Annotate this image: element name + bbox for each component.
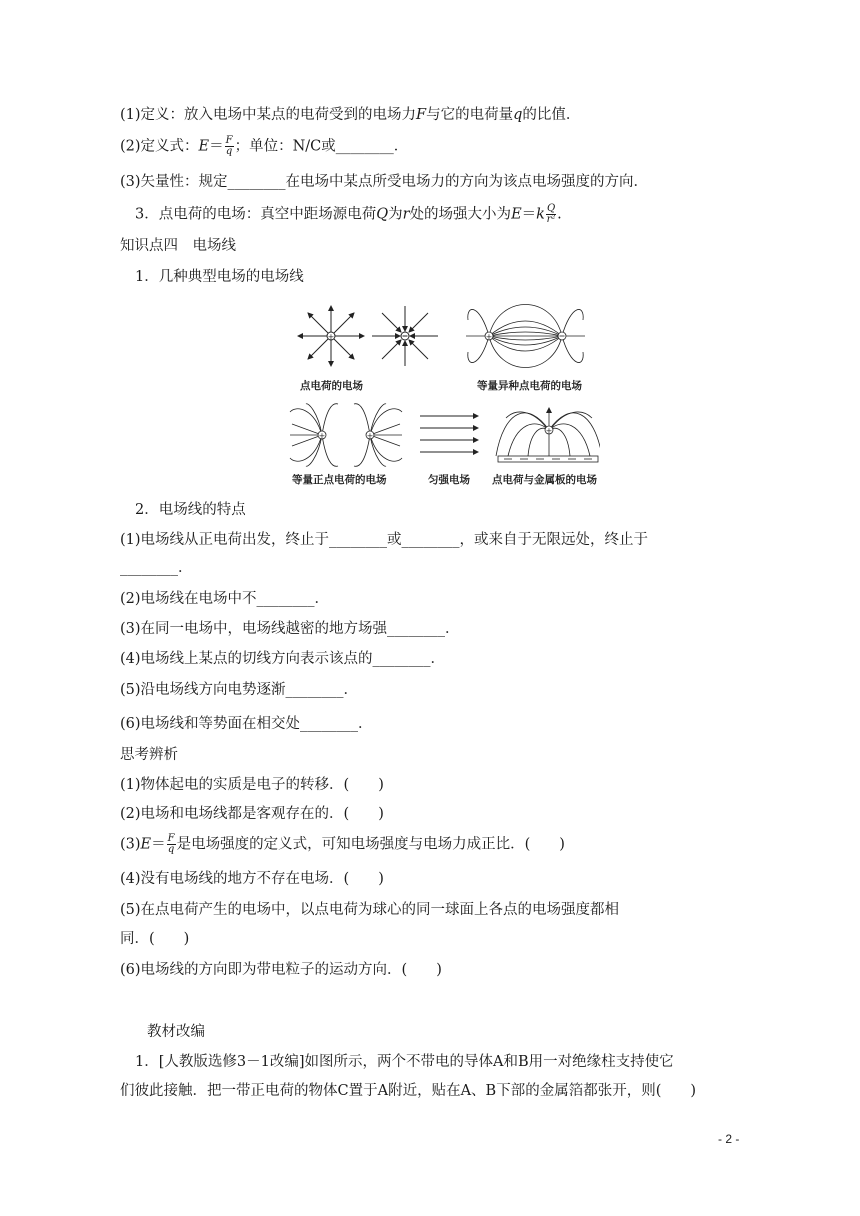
uniform-field xyxy=(420,416,478,452)
fraction-F-over-q-2: $\frac{F}{q}$ xyxy=(167,833,175,855)
think-1: (1)物体起电的实质是电子的转移．( ) xyxy=(120,777,384,793)
definition-formula-line: (2)定义式：E＝ $\frac{F}{q}$ ；单位：N/C或________． xyxy=(120,135,409,157)
fraction-Q-over-r2: $\frac{Q}{\text{r²}}$ xyxy=(546,203,556,225)
typical-fields-heading: 1．几种典型电场的电场线 xyxy=(135,269,304,285)
feature-1: (1)电场线从正电荷出发，终止于________或________，或来自于无限远处，终止于 xyxy=(120,532,649,548)
caption-uniform-field: 匀强电场 xyxy=(428,474,470,486)
think-3: (3)E＝ $\frac{F}{q}$ 是电场强度的定义式，可知电场强度与电场力成正比．( ) xyxy=(120,833,565,855)
question-1-cont: 们彼此接触．把一带正电荷的物体C置于A附近，贴在A、B下部的金属箔都张开，则( ) xyxy=(120,1083,697,1099)
plate-field xyxy=(496,408,600,462)
definition-line: (1)定义：放入电场中某点的电荷受到的电场力F与它的电荷量q的比值． xyxy=(120,107,581,123)
think-5-cont: 同．( ) xyxy=(120,931,190,947)
svg-text:+: + xyxy=(318,431,326,441)
features-heading: 2．电场线的特点 xyxy=(135,502,246,518)
think-6: (6)电场线的方向即为带电粒子的运动方向．( ) xyxy=(120,962,442,978)
feature-1-cont: ________． xyxy=(120,560,193,576)
negative-charge-field xyxy=(372,306,438,366)
caption-point-charge: 点电荷的电场 xyxy=(300,380,363,392)
point-charge-field-line: 3．点电荷的电场：真空中距场源电荷Q为r处的场强大小为E＝k $\frac{Q}{\text{r²}}$ . xyxy=(135,203,562,225)
unlike-charges-field xyxy=(466,305,585,368)
think-heading: 思考辨析 xyxy=(120,747,178,763)
caption-plate-field: 点电荷与金属板的电场 xyxy=(492,474,597,486)
question-1: 1．[人教版选修3－1改编]如图所示，两个不带电的导体A和B用一对绝缘柱支持使它 xyxy=(135,1054,674,1070)
page-number: - 2 - xyxy=(718,1132,740,1146)
positive-charge-field xyxy=(298,306,364,366)
feature-2: (2)电场线在电场中不________． xyxy=(120,591,330,607)
caption-unlike-charges: 等量异种点电荷的电场 xyxy=(477,380,582,392)
think-5: (5)在点电荷产生的电场中，以点电荷为球心的同一球面上各点的电场强度都相 xyxy=(120,902,620,918)
feature-5: (5)沿电场线方向电势逐渐________． xyxy=(120,682,359,698)
think-2: (2)电场和电场线都是客观存在的．( ) xyxy=(120,806,384,822)
textbook-heading: 教材改编 xyxy=(147,1024,205,1040)
think-4: (4)没有电场线的地方不存在电场．( ) xyxy=(120,871,384,887)
svg-text:+: + xyxy=(485,332,493,342)
feature-6: (6)电场线和等势面在相交处________． xyxy=(120,716,373,732)
feature-3: (3)在同一电场中，电场线越密的地方场强________． xyxy=(120,621,460,637)
svg-text:+: + xyxy=(366,431,374,441)
section-heading: 知识点四 电场线 xyxy=(120,238,236,254)
svg-text:+: + xyxy=(545,426,553,436)
like-charges-field xyxy=(290,404,402,467)
caption-like-charges: 等量正点电荷的电场 xyxy=(292,474,387,486)
feature-4: (4)电场线上某点的切线方向表示该点的________． xyxy=(120,651,446,667)
field-lines-figure xyxy=(284,300,600,490)
vector-line: (3)矢量性：规定________在电场中某点所受电场力的方向为该点电场强度的方向． xyxy=(120,174,649,190)
fraction-F-over-q: $\frac{F}{q}$ xyxy=(225,135,233,157)
plus-symbol: + xyxy=(327,332,335,342)
